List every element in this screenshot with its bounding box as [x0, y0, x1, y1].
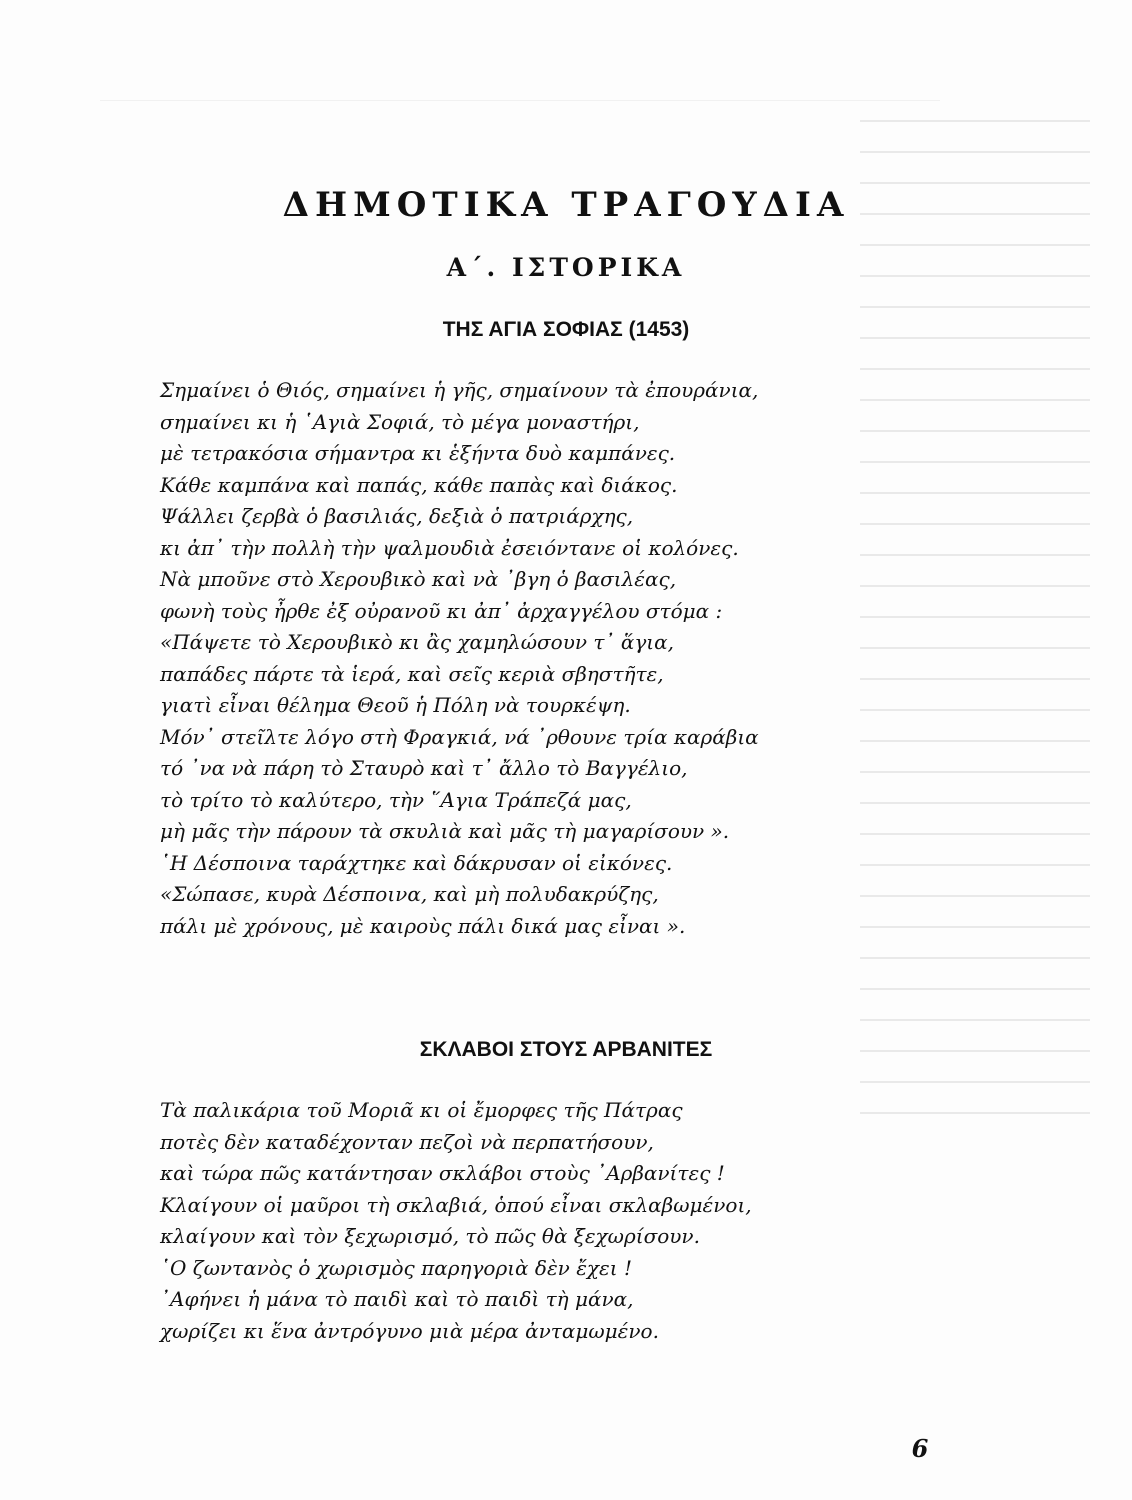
- poem-text: [160, 375, 900, 942]
- poem-line: Μόν᾿ στεῖλτε λόγο στὴ Φραγκιά, νά ᾿ρθουνε τρία καράβια: [160, 724, 759, 749]
- poem-line: φωνὴ τοὺς ἦρθε ἐξ οὐρανοῦ κι ἀπ᾿ ἀρχαγγέλου στόμα :: [160, 598, 723, 623]
- poem-line: σημαίνει κι ἡ ῾Αγιὰ Σοφιά, τὸ μέγα μοναστήρι,: [160, 409, 640, 434]
- poem-line: ῾Ο ζωντανὸς ὁ χωρισμὸς παρηγοριὰ δὲν ἔχει !: [160, 1255, 633, 1280]
- poem-line: Τὰ παλικάρια τοῦ Μοριᾶ κι οἱ ἔμορφες τῆς Πάτρας: [160, 1098, 683, 1122]
- poem-line: κι ἀπ᾿ τὴν πολλὴ τὴν ψαλμουδιὰ ἐσειόντανε οἱ κολόνες.: [160, 535, 739, 560]
- main-title: ΔΗΜΟΤΙΚΑ ΤΡΑΓΟΥΔΙΑ: [282, 185, 850, 225]
- poem-text: [160, 1095, 900, 1347]
- page-number: 6: [911, 1434, 929, 1463]
- show-through-header: [100, 70, 940, 101]
- poem-line: καὶ τώρα πῶς κατάντησαν σκλάβοι στοὺς ᾿Αρβανίτες !: [160, 1161, 725, 1185]
- poem-line: ῾Η Δέσποινα ταράχτηκε καὶ δάκρυσαν οἱ εἰκόνες.: [160, 850, 673, 875]
- poem-line: γιατὶ εἶναι θέλημα Θεοῦ ἡ Πόλη νὰ τουρκέψη.: [160, 693, 631, 717]
- poem-line: παπάδες πάρτε τὰ ἱερά, καὶ σεῖς κεριὰ σβηστῆτε,: [160, 661, 664, 686]
- poem-line: τό ᾿να νὰ πάρη τὸ Σταυρὸ καὶ τ᾿ ἄλλο τὸ Βαγγέλιο,: [160, 756, 688, 780]
- poem-title: ΣΚΛΑΒΟΙ ΣΤΟΥΣ ΑΡΒΑΝΙΤΕΣ: [419, 1038, 713, 1061]
- poem-line: τὸ τρίτο τὸ καλύτερο, τὴν ῞Αγια Τράπεζά μας,: [160, 787, 632, 812]
- poem-line: μὴ μᾶς τὴν πάρουν τὰ σκυλιὰ καὶ μᾶς τὴ μαγαρίσουν ».: [160, 819, 730, 843]
- poem-line: Νὰ μποῦνε στὸ Χερουβικὸ καὶ νὰ ᾿βγη ὁ βασιλέας,: [160, 567, 677, 591]
- poem-line: «Σώπασε, κυρὰ Δέσποινα, καὶ μὴ πολυδακρύζης,: [160, 882, 659, 906]
- poem-line: ποτὲς δὲν καταδέχονταν πεζοὶ νὰ περπατήσουν,: [160, 1129, 654, 1154]
- poem-title: ΤΗΣ ΑΓΙΑ ΣΟΦΙΑΣ (1453): [442, 318, 690, 341]
- poem-line: κλαίγουν καὶ τὸν ξεχωρισμό, τὸ πῶς θὰ ξεχωρίσουν.: [160, 1224, 700, 1248]
- poem-line: ᾿Αφήνει ἡ μάνα τὸ παιδὶ καὶ τὸ παιδὶ τὴ μάνα,: [160, 1287, 634, 1311]
- poem-line: Κάθε καμπάνα καὶ παπάς, κάθε παπὰς καὶ διάκος.: [160, 472, 678, 497]
- poem-line: χωρίζει κι ἕνα ἀντρόγυνο μιὰ μέρα ἀνταμωμένο.: [160, 1318, 659, 1343]
- section-title: Α΄. ΙΣΤΟΡΙΚΑ: [446, 253, 686, 282]
- poem-line: πάλι μὲ χρόνους, μὲ καιροὺς πάλι δικά μας εἶναι ».: [160, 913, 686, 938]
- poem-line: μὲ τετρακόσια σήμαντρα κι ἑξήντα δυὸ καμπάνες.: [160, 441, 676, 465]
- poem-line: Κλαίγουν οἱ μαῦροι τὴ σκλαβιά, ὁπού εἶναι σκλαβωμένοι,: [160, 1192, 752, 1217]
- poem-line: Σημαίνει ὁ Θιός, σημαίνει ἡ γῆς, σημαίνουν τὰ ἐπουράνια,: [160, 378, 759, 402]
- poem-line: Ψάλλει ζερβὰ ὁ βασιλιάς, δεξιὰ ὁ πατριάρχης,: [160, 504, 634, 528]
- poem-line: «Πάψετε τὸ Χερουβικὸ κι ἂς χαμηλώσουν τ᾿ ἅγια,: [160, 630, 674, 654]
